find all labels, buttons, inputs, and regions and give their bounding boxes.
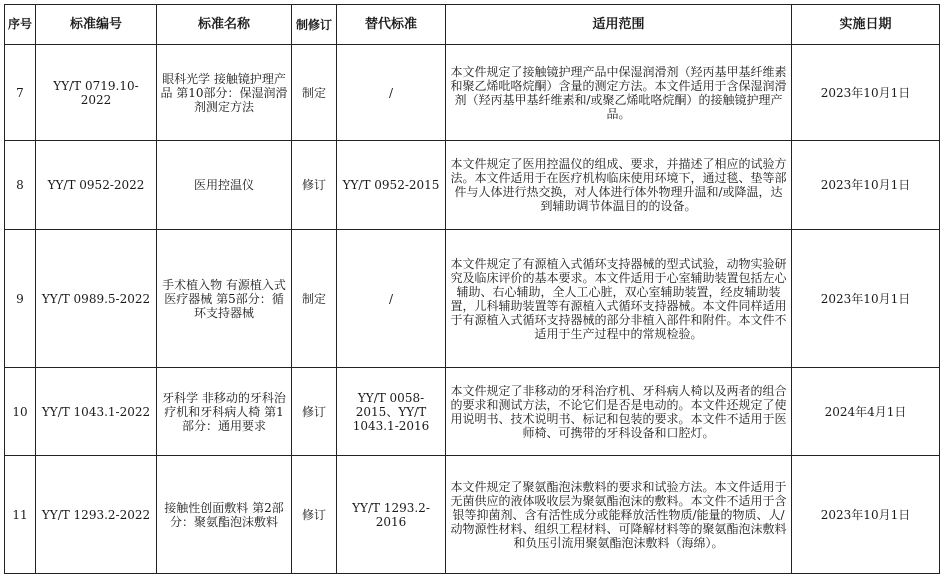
row-date: 2023年10月1日 (792, 230, 940, 368)
table-row (5, 45, 940, 141)
row-name: 医用控温仪 (157, 141, 292, 230)
table-row (5, 456, 940, 574)
row-seq: 7 (5, 45, 36, 141)
header-date: 实施日期 (792, 5, 940, 45)
row-scope: 本文件规定了医用控温仪的组成、要求，并描述了相应的试验方法。本文件适用于在医疗机构临床使用环境下，通过毯、垫等部件与人体进行热交换，对人体进行体外物理升温和/或降温，达到辅助调节体温目的的设备。 (446, 141, 792, 230)
row-scope: 本文件规定了接触镜护理产品中保湿润滑剂（羟丙基甲基纤维素和聚乙烯吡咯烷酮）含量的测定方法。本文件适用于含保湿润滑剂（羟丙基甲基纤维素和/或聚乙烯吡咯烷酮）的接触镜护理产品。 (446, 45, 792, 141)
row-code: YY/T 1293.2-2022 (36, 456, 157, 574)
row-seq: 10 (5, 368, 36, 456)
header-type: 制修订 (292, 5, 337, 45)
row-name: 牙科学 非移动的牙科治疗机和牙科病人椅 第1部分：通用要求 (157, 368, 292, 456)
table-row (5, 230, 940, 368)
table-row (5, 368, 940, 456)
row-scope: 本文件规定了聚氨酯泡沫敷料的要求和试验方法。本文件适用于无菌供应的液体吸收层为聚氨酯泡沫的敷料。本文件不适用于含银等抑菌剂、含有活性成分或能释放活性物质/能量的物质、人/动物源性材料、组织工程材料、可降解材料等的聚氨酯泡沫敷料和负压引流用聚氨酯泡沫敷料（海绵）。 (446, 456, 792, 574)
row-scope: 本文件规定了有源植入式循环支持器械的型式试验，动物实验研究及临床评价的基本要求。本文件适用于心室辅助装置包括左心辅助、右心辅助，全人工心脏，双心室辅助装置，经皮辅助装置，儿科辅助装置等有源植入式循环支持器械。本文件同样适用于有源植入式循环支持器械的部分非植入部件和附件。本文件不适用于生产过程中的常规检验。 (446, 230, 792, 368)
header-seq: 序号 (5, 5, 36, 45)
row-replace: / (337, 45, 446, 141)
table-row (5, 141, 940, 230)
row-type: 制定 (292, 45, 337, 141)
row-replace: / (337, 230, 446, 368)
row-name: 眼科光学 接触镜护理产品 第10部分：保湿润滑剂测定方法 (157, 45, 292, 141)
row-code: YY/T 0719.10-2022 (36, 45, 157, 141)
row-replace: YY/T 0952-2015 (337, 141, 446, 230)
row-code: YY/T 0952-2022 (36, 141, 157, 230)
row-date: 2023年10月1日 (792, 456, 940, 574)
row-type: 修订 (292, 456, 337, 574)
header-replace: 替代标准 (337, 5, 446, 45)
row-seq: 9 (5, 230, 36, 368)
header-code: 标准编号 (36, 5, 157, 45)
header-row (5, 5, 940, 45)
row-type: 制定 (292, 230, 337, 368)
row-seq: 8 (5, 141, 36, 230)
standards-table (4, 4, 940, 574)
row-code: YY/T 1043.1-2022 (36, 368, 157, 456)
row-date: 2023年10月1日 (792, 45, 940, 141)
row-seq: 11 (5, 456, 36, 574)
header-name: 标准名称 (157, 5, 292, 45)
row-replace: YY/T 0058-2015、YY/T 1043.1-2016 (337, 368, 446, 456)
row-date: 2023年10月1日 (792, 141, 940, 230)
row-date: 2024年4月1日 (792, 368, 940, 456)
row-replace: YY/T 1293.2-2016 (337, 456, 446, 574)
row-type: 修订 (292, 141, 337, 230)
row-name: 接触性创面敷料 第2部分：聚氨酯泡沫敷料 (157, 456, 292, 574)
row-type: 修订 (292, 368, 337, 456)
header-scope: 适用范围 (446, 5, 792, 45)
row-scope: 本文件规定了非移动的牙科治疗机、牙科病人椅以及两者的组合的要求和测试方法，不论它们是否是电动的。本文件还规定了使用说明书、技术说明书、标记和包装的要求。本文件不适用于医师椅、可携带的牙科设备和口腔灯。 (446, 368, 792, 456)
row-code: YY/T 0989.5-2022 (36, 230, 157, 368)
row-name: 手术植入物 有源植入式医疗器械 第5部分：循环支持器械 (157, 230, 292, 368)
